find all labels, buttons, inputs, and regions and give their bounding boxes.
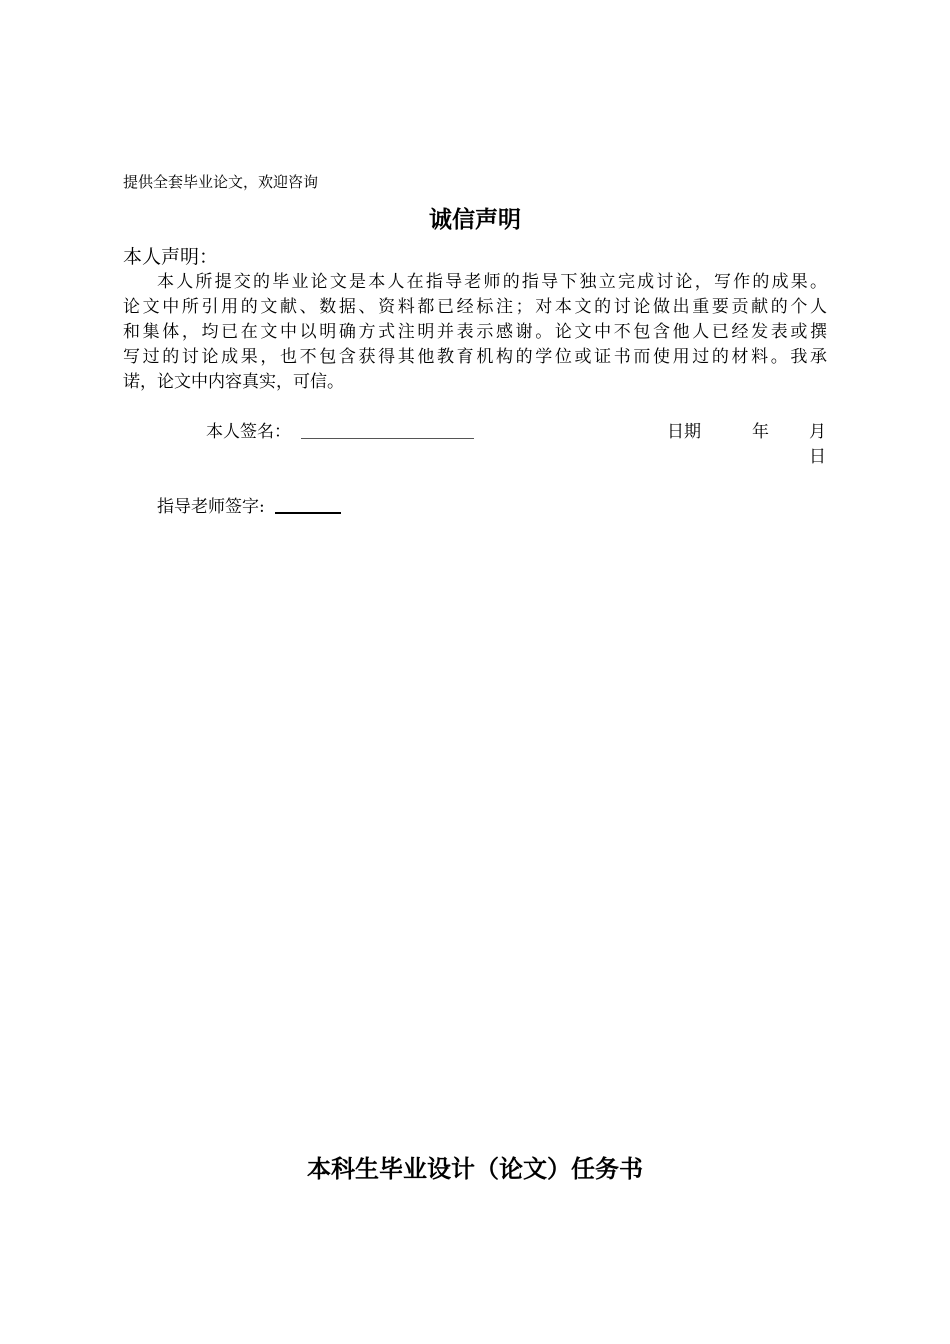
year-label: 年 [752,422,769,442]
date-label: 日期 [667,422,701,442]
declaration-line: 论文中所引用的文献、数据、资料都已经标注；对本文的讨论做出重要贡献的个人 [123,297,827,317]
advisor-signature-line[interactable] [275,512,341,514]
declaration-line: 本人所提交的毕业论文是本人在指导老师的指导下独立完成讨论，写作的成果。 [157,272,827,292]
declaration-body [123,270,827,395]
signature-line[interactable] [301,438,474,439]
declaration-line: 和集体，均已在文中以明确方式注明并表示感谢。论文中不包含他人已经发表或撰 [123,322,827,342]
declaration-heading: 本人声明： [123,246,219,268]
header-note: 提供全套毕业论文，欢迎咨询 [123,173,319,191]
signature-label: 本人签名： [206,422,291,442]
day-label: 日 [809,447,826,467]
page-title: 诚信声明 [429,206,521,233]
declaration-line: 诺，论文中内容真实，可信。 [123,372,344,392]
declaration-line: 写过的讨论成果，也不包含获得其他教育机构的学位或证书而使用过的材料。我承 [123,347,827,367]
advisor-signature-label: 指导老师签字: [157,497,265,517]
month-label: 月 [809,422,826,442]
section-title: 本科生毕业设计（论文）任务书 [307,1154,643,1183]
